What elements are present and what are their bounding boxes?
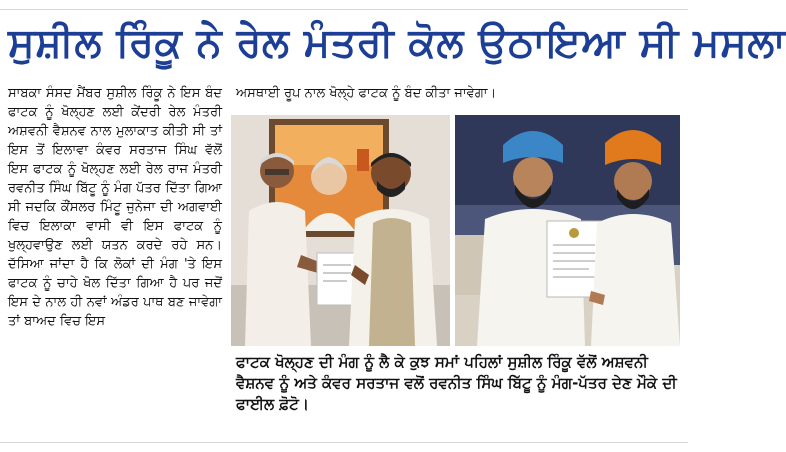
photo-memorandum-submission <box>455 115 680 346</box>
article-body-continuation: ਅਸਥਾਈ ਰੂਪ ਨਾਲ ਖੋਲ੍ਹੇ ਫਾਟਕ ਨੂੰ ਬੰਦ ਕੀਤਾ ਜਾਵੇਗਾ। <box>236 86 497 101</box>
page-bottom-strip <box>0 442 688 452</box>
photo-meeting-illustration <box>231 115 450 346</box>
headline: ਸੁਸ਼ੀਲ ਰਿੰਕੂ ਨੇ ਰੇਲ ਮੰਤਰੀ ਕੋਲ ਉਠਾਇਆ ਸੀ ਮਸਲਾ <box>8 20 786 66</box>
memorandum-paper <box>317 253 357 305</box>
photo-memorandum-illustration <box>455 115 680 346</box>
article-body-left-column: ਸਾਬਕਾ ਸੰਸਦ ਮੈਂਬਰ ਸੁਸ਼ੀਲ ਰਿੰਕੂ ਨੇ ਇਸ ਬੰਦ ਫਾਟਕ ਨੂੰ ਖੋਲ੍ਹਣ ਲਈ ਕੇਂਦਰੀ ਰੇਲ ਮੰਤਰੀ ਅਸ਼ਵਨੀ ਵੈਸ਼ਨਵ ਨਾਲ ਮੁਲਾਕਾਤ ਕੀਤੀ ਸੀ ਤਾਂ ਇਸ ਤੋਂ ਇਲਾਵਾ ਕੰਵਰ ਸਰਤਾਜ ਸਿੰਘ ਵੱਲੋਂ ਇਸ ਫਾਟਕ ਨੂੰ ਖੋਲ੍ਹਣ ਲਈ ਰੇਲ ਰਾਜ ਮੰਤਰੀ ਰਵਨੀਤ ਸਿੰਘ ਬਿੱਟੂ ਨੂੰ ਮੰਗ ਪੱਤਰ ਦਿੱਤਾ ਗਿਆ ਸੀ ਜਦਕਿ ਕੌਂਸਲਰ ਮਿੰਟੂ ਜੁਨੇਜਾ ਦੀ ਅਗਵਾਈ ਵਿਚ ਇਲਾਕਾ ਵਾਸੀ ਵੀ ਇਸ ਫਾਟਕ ਨੂੰ ਖੁਲ੍ਹਵਾਉਣ ਲਈ ਯਤਨ ਕਰਦੇ ਰਹੇ ਸਨ। ਦੱਸਿਆ ਜਾਂਦਾ ਹੈ ਕਿ ਲੋਕਾਂ ਦੀ ਮੰਗ 'ਤੇ ਇਸ ਫਾਟਕ ਨੂੰ ਚਾਹੇ ਖੋਲ ਦਿੱਤਾ ਗਿਆ ਹੈ ਪਰ ਜਦੋਂ ਇਸ ਦੇ ਨਾਲ ਹੀ ਨਵਾਂ ਅੰਡਰ ਪਾਥ ਬਣ ਜਾਵੇਗਾ ਤਾਂ ਬਾਅਦ ਵਿਚ ਇਸ <box>8 86 222 329</box>
photo-caption: ਫਾਟਕ ਖੋਲ੍ਹਣ ਦੀ ਮੰਗ ਨੂੰ ਲੈ ਕੇ ਕੁਝ ਸਮਾਂ ਪਹਿਲਾਂ ਸੁਸ਼ੀਲ ਰਿੰਕੂ ਵੱਲੋਂ ਅਸ਼ਵਨੀ ਵੈਸ਼ਨਵ ਨੂੰ ਅਤੇ ਕੰਵਰ ਸਰਤਾਜ ਵਲੋਂ ਰਵਨੀਤ ਸਿੰਘ ਬਿੱਟੂ ਨੂੰ ਮੰਗ-ਪੱਤਰ ਦੇਣ ਮੌਕੇ ਦੀ ਫਾਈਲ ਫ਼ੋਟੋ। <box>236 353 677 413</box>
photo-meeting-railway-minister <box>231 115 450 346</box>
page-top-strip <box>0 0 688 10</box>
